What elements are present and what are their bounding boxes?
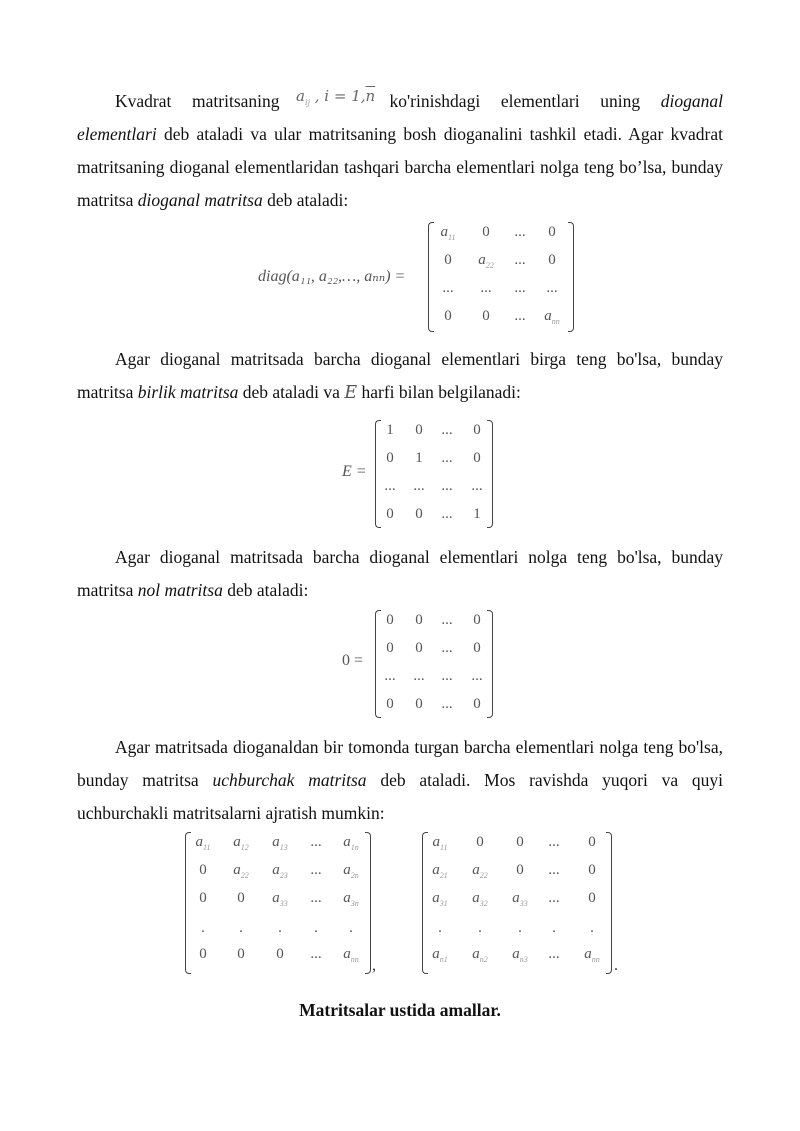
matrix-cell: 0: [516, 862, 524, 878]
matrix-cell: ...: [514, 224, 526, 240]
matrix-cell: 0: [415, 640, 423, 656]
paragraph-zero-definition: [77, 541, 723, 607]
matrix-cell: ...: [441, 612, 453, 628]
matrix-cell: ...: [441, 422, 453, 438]
p1-pre: Kvadrat matritsaning: [115, 91, 280, 111]
matrix-cell: $a_{11}$: [432, 834, 448, 852]
p1-em1: dioganal elementlari: [77, 91, 723, 144]
identity-lhs-text: E =: [342, 463, 367, 480]
matrix-cell: 0: [482, 308, 490, 324]
matrix-cell: 0: [199, 946, 207, 962]
matrix-cell: 0: [386, 640, 394, 656]
matrix-cell: ...: [310, 946, 322, 962]
lower-triangular-matrix: [422, 832, 612, 974]
matrix-cell: ...: [441, 450, 453, 466]
p4-pre: Agar matritsada dioganaldan bir tomonda turgan barcha elementlari nolga teng bo'lsa, bunday matritsa: [77, 737, 723, 790]
p4-post: deb ataladi. Mos ravishda yuqori va quyi uchburchakli matritsalarni ajratish mumkin:: [77, 770, 724, 823]
matrix-cell: ...: [413, 668, 425, 684]
p2-post: harfi bilan belgilanadi:: [361, 382, 521, 402]
matrix-cell: 0: [473, 422, 481, 438]
matrix-cell: ...: [471, 668, 483, 684]
matrix-cell: $a_{n2}$: [472, 946, 488, 964]
matrix-cell: $a_{3n}$: [343, 890, 359, 908]
matrix-cell: $a_{33}$: [512, 890, 528, 908]
matrix-cell: ...: [441, 506, 453, 522]
matrix-cell: 0: [473, 696, 481, 712]
matrix-cell: 0: [199, 890, 207, 906]
inline-formula-aij: $a_{ij}$ , $i = 1,\overline{n}$: [296, 87, 376, 107]
matrix-cell: 0: [199, 862, 207, 878]
p2-pre: Agar dioganal matritsada barcha dioganal elementlari birga teng bo'lsa, bunday matritsa: [77, 349, 723, 402]
matrix-cell: ...: [546, 280, 558, 296]
upper-triangular-matrix: [185, 832, 371, 974]
p1-post1: ko'rinishdagi elementlari uning: [389, 91, 641, 111]
matrix-cell: 1: [386, 422, 394, 438]
zero-lhs: [342, 652, 363, 670]
matrix-cell: ...: [310, 890, 322, 906]
matrix-cell: .: [552, 920, 556, 936]
matrix-cell: 0: [588, 834, 596, 850]
matrix-cell: ...: [442, 280, 454, 296]
matrix-cell: $a_{n1}$: [432, 946, 448, 964]
matrix-cell: .: [518, 920, 522, 936]
matrix-cell: ...: [384, 668, 396, 684]
matrix-cell: $a_{32}$: [472, 890, 488, 908]
matrix-cell: $a_{nn}$: [544, 308, 560, 326]
matrix-cell: 0: [473, 450, 481, 466]
p4-em: uchburchak matritsa: [212, 770, 367, 790]
matrix-cell: ...: [514, 280, 526, 296]
p2-em: birlik matritsa: [137, 382, 239, 402]
matrix-cell: 0: [473, 612, 481, 628]
matrix-cell: 0: [386, 612, 394, 628]
p1-post3: deb ataladi:: [267, 190, 349, 210]
matrix-cell: ...: [384, 478, 396, 494]
p1-post2: deb ataladi va ular matritsaning bosh dioganalini tashkil etadi. Agar kvadrat matritsaning dioganal elementlaridan tashqari barcha elementlari nolga teng bo’lsa, bunday matritsa: [77, 124, 723, 210]
matrix-cell: $a_{31}$: [432, 890, 448, 908]
matrix-cell: $a_{22}$: [233, 862, 249, 880]
matrix-cell: $a_{22}$: [472, 862, 488, 880]
matrix-cell: 1: [473, 506, 481, 522]
matrix-cell: $a_{11}$: [440, 224, 456, 242]
matrix-cell: $a_{21}$: [432, 862, 448, 880]
section-title: Matritsalar ustida amallar.: [299, 1000, 501, 1020]
matrix-cell: ...: [548, 890, 560, 906]
matrix-cell: .: [349, 920, 353, 936]
matrix-cell: 0: [237, 890, 245, 906]
p3-post: deb ataladi:: [227, 580, 309, 600]
matrix-cell: 0: [516, 834, 524, 850]
zero-matrix: [375, 610, 493, 718]
matrix-cell: ...: [413, 478, 425, 494]
matrix-cell: .: [314, 920, 318, 936]
matrix-cell: ...: [441, 668, 453, 684]
matrix-cell: $a_{2n}$: [343, 862, 359, 880]
matrix-cell: 0: [588, 890, 596, 906]
matrix-cell: $a_{nn}$: [584, 946, 600, 964]
diagonal-matrix: [428, 222, 574, 332]
matrix-cell: 0: [276, 946, 284, 962]
matrix-cell: .: [278, 920, 282, 936]
matrix-cell: $a_{n3}$: [512, 946, 528, 964]
matrix-cell: $a_{23}$: [272, 862, 288, 880]
matrix-cell: 0: [482, 224, 490, 240]
matrix-cell: 0: [415, 612, 423, 628]
diag-lhs: [258, 266, 405, 286]
upper-suffix: ,: [372, 957, 376, 974]
matrix-cell: 0: [476, 834, 484, 850]
paragraph-triangular-definition: [77, 731, 723, 830]
matrix-cell: ...: [441, 640, 453, 656]
zero-lhs-text: 0 =: [342, 652, 364, 669]
matrix-cell: $a_{13}$: [272, 834, 288, 852]
matrix-cell: .: [478, 920, 482, 936]
identity-matrix: [375, 420, 493, 528]
matrix-cell: $a_{1n}$: [343, 834, 359, 852]
matrix-cell: .: [201, 920, 205, 936]
matrix-cell: ...: [548, 862, 560, 878]
matrix-cell: $a_{33}$: [272, 890, 288, 908]
paragraph-diagonal-definition: [77, 85, 723, 217]
matrix-cell: ...: [548, 834, 560, 850]
p2-mid: deb ataladi va: [242, 382, 340, 402]
matrix-cell: ...: [441, 696, 453, 712]
identity-lhs: [342, 463, 367, 481]
matrix-cell: 0: [415, 696, 423, 712]
matrix-cell: 0: [386, 450, 394, 466]
matrix-cell: 0: [444, 308, 452, 324]
matrix-cell: ...: [310, 834, 322, 850]
matrix-cell: ...: [548, 946, 560, 962]
p1-em2: dioganal matritsa: [137, 190, 263, 210]
matrix-cell: ...: [441, 478, 453, 494]
p3-pre: Agar dioganal matritsada barcha dioganal elementlari nolga teng bo'lsa, bunday matritsa: [77, 547, 723, 600]
matrix-cell: 0: [548, 252, 556, 268]
lower-suffix: .: [614, 957, 618, 974]
matrix-cell: ...: [480, 280, 492, 296]
matrix-cell: 0: [444, 252, 452, 268]
matrix-cell: ...: [310, 862, 322, 878]
matrix-cell: 0: [386, 696, 394, 712]
matrix-cell: 0: [237, 946, 245, 962]
matrix-cell: $a_{nn}$: [343, 946, 359, 964]
matrix-cell: ...: [514, 308, 526, 324]
matrix-cell: 0: [415, 506, 423, 522]
p2-symbol: E: [344, 383, 358, 403]
matrix-cell: 0: [588, 862, 596, 878]
matrix-cell: 0: [473, 640, 481, 656]
matrix-cell: 0: [548, 224, 556, 240]
matrix-cell: $a_{22}$: [478, 252, 494, 270]
matrix-cell: $a_{12}$: [233, 834, 249, 852]
matrix-cell: $a_{11}$: [195, 834, 211, 852]
matrix-cell: 0: [415, 422, 423, 438]
matrix-cell: 0: [386, 506, 394, 522]
matrix-cell: ...: [471, 478, 483, 494]
matrix-cell: 1: [415, 450, 423, 466]
p3-em: nol matritsa: [137, 580, 223, 600]
paragraph-identity-definition: [77, 343, 723, 410]
matrix-cell: ...: [514, 252, 526, 268]
matrix-cell: .: [438, 920, 442, 936]
matrix-cell: .: [590, 920, 594, 936]
diag-lhs-text: diag(a₁₁, a₂₂,…, aₙₙ) =: [258, 268, 406, 285]
matrix-cell: .: [239, 920, 243, 936]
